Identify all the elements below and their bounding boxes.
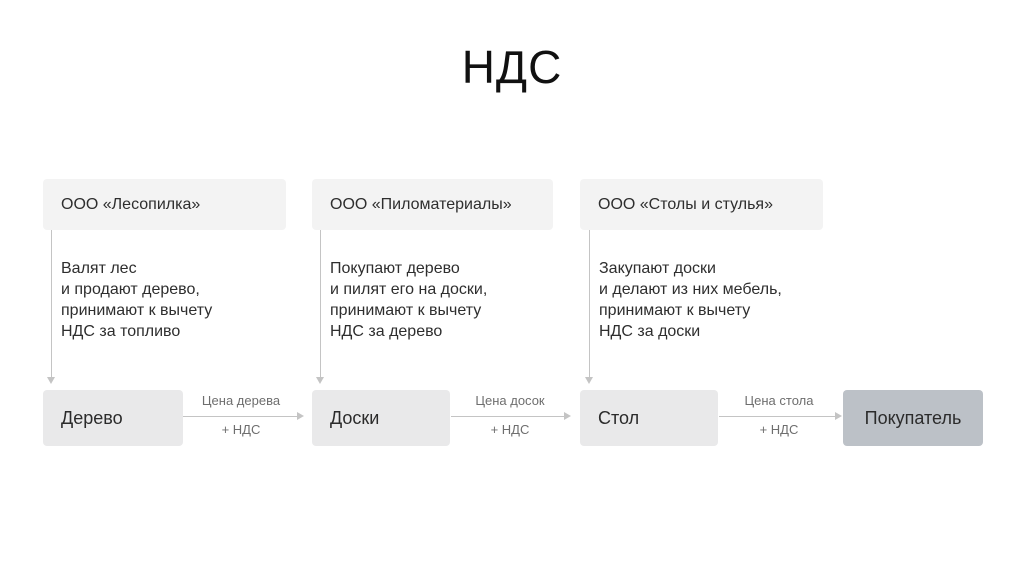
company-box-stoly-i-stulya xyxy=(580,179,823,230)
company-box-pilomaterialy xyxy=(312,179,553,230)
description-line: принимают к вычету xyxy=(61,302,213,319)
flow-line xyxy=(183,416,297,417)
company-description xyxy=(61,258,212,342)
edge-price-label: Цена досок xyxy=(475,393,545,408)
product-label: Доски xyxy=(330,408,380,428)
description-line: НДС за доски xyxy=(599,323,701,340)
flow-line xyxy=(719,416,835,417)
edge-price-label: Цена стола xyxy=(744,393,814,408)
product-label: Дерево xyxy=(61,408,123,428)
edge-tax-label: + НДС xyxy=(490,422,530,437)
description-line: Покупают дерево xyxy=(330,260,460,277)
product-box-boards xyxy=(312,390,450,446)
company-description xyxy=(330,258,487,342)
product-label: Стол xyxy=(598,408,640,428)
description-line: и пилят его на доски, xyxy=(330,281,488,298)
arrow-down-icon xyxy=(47,377,55,384)
buyer-label: Покупатель xyxy=(864,408,962,428)
description-line: и продают дерево, xyxy=(61,281,200,298)
company-name: ООО «Столы и стулья» xyxy=(598,196,773,213)
edge-price-label: Цена дерева xyxy=(201,393,281,408)
arrow-down-icon xyxy=(316,377,324,384)
flow-line xyxy=(589,230,590,378)
description-line: НДС за топливо xyxy=(61,323,181,340)
page-title: НДС xyxy=(461,41,563,93)
arrow-right-icon xyxy=(835,412,842,420)
company-name: ООО «Лесопилка» xyxy=(61,196,201,213)
description-line: принимают к вычету xyxy=(599,302,751,319)
company-description xyxy=(599,258,782,342)
description-line: Закупают доски xyxy=(599,260,716,277)
description-line: принимают к вычету xyxy=(330,302,482,319)
flow-line xyxy=(51,230,52,378)
description-line: и делают из них мебель, xyxy=(599,281,782,298)
edge-tax-label: + НДС xyxy=(221,422,261,437)
description-line: НДС за дерево xyxy=(330,323,443,340)
product-box-wood xyxy=(43,390,183,446)
edge-tax-label: + НДС xyxy=(759,422,799,437)
company-box-lesopilka xyxy=(43,179,286,230)
flow-line xyxy=(451,416,564,417)
arrow-right-icon xyxy=(564,412,571,420)
arrow-right-icon xyxy=(297,412,304,420)
description-line: Валят лес xyxy=(61,260,137,277)
company-name: ООО «Пиломатериалы» xyxy=(330,196,512,213)
arrow-down-icon xyxy=(585,377,593,384)
flow-line xyxy=(320,230,321,378)
buyer-box xyxy=(843,390,983,446)
product-box-table xyxy=(580,390,718,446)
